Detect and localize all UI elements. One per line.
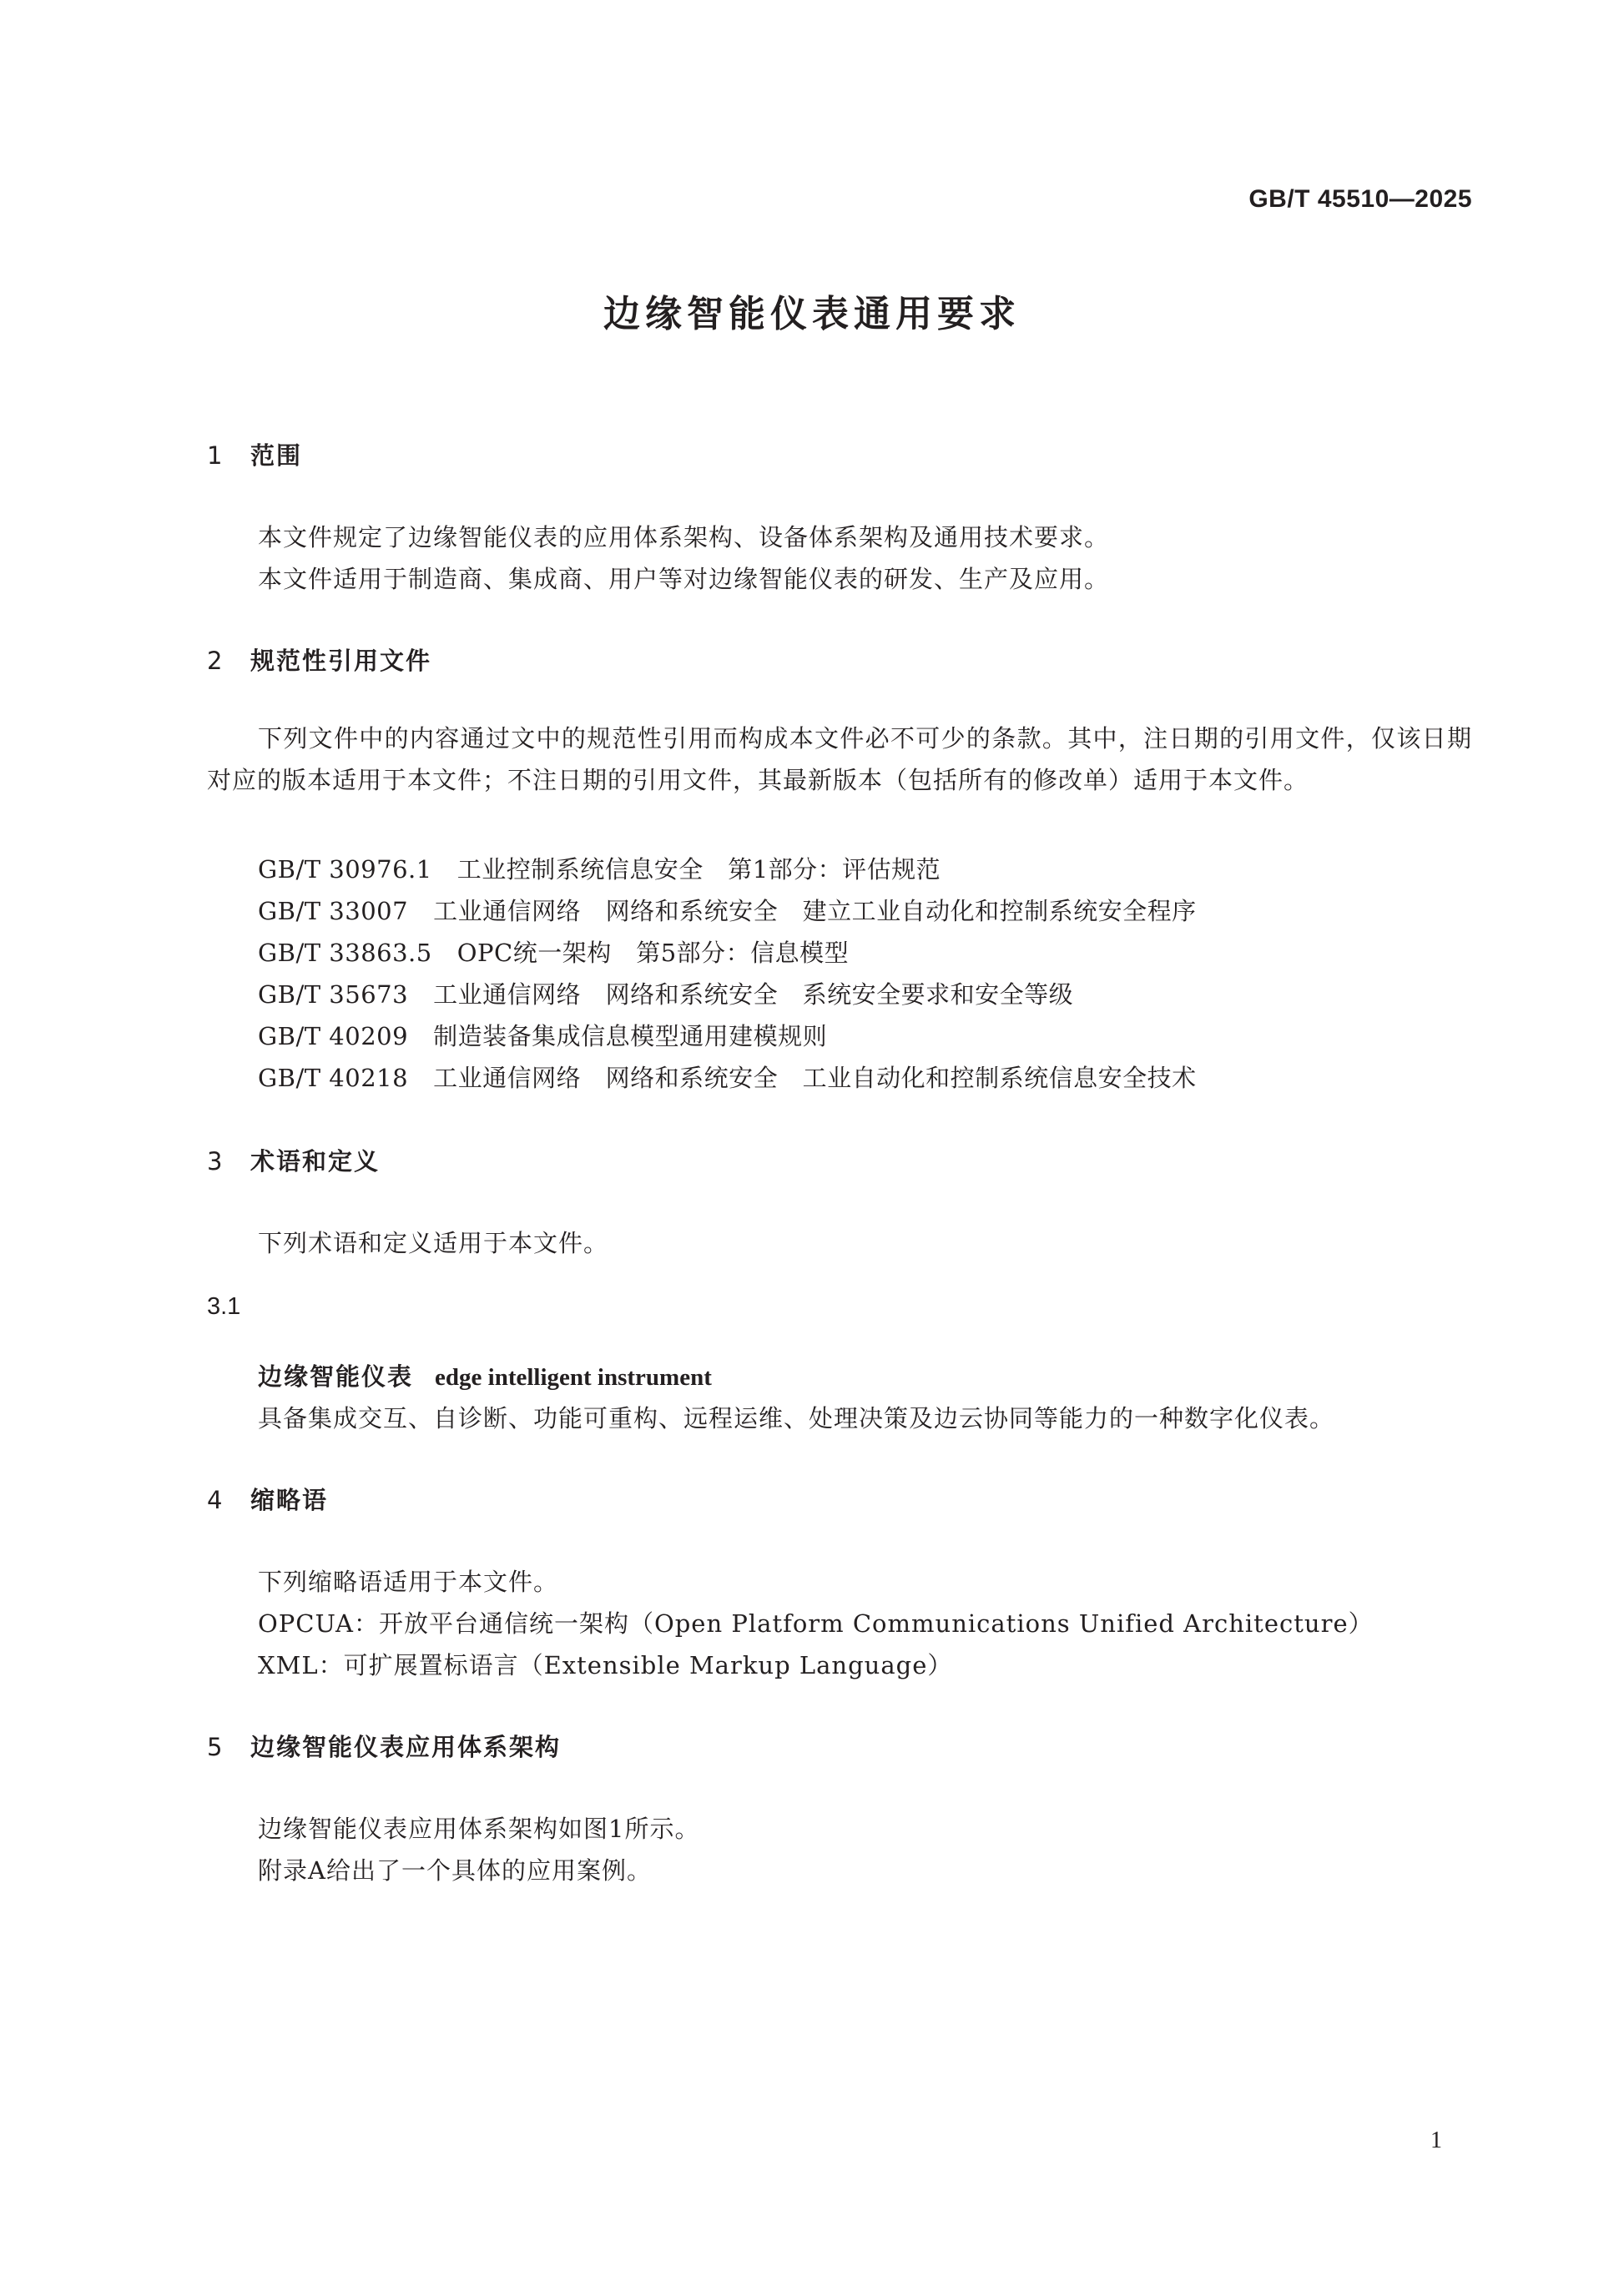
paragraph: 下列缩略语适用于本文件。 [258, 1568, 559, 1596]
reference-item [258, 851, 941, 885]
term-definition: 具备集成交互、自诊断、功能可重构、远程运维、处理决策及边云协同等能力的一种数字化仪表。 [258, 1404, 1335, 1432]
reference-code: GB/T 33863.5 [258, 939, 432, 967]
section-title: 规范性引用文件 [250, 647, 432, 675]
references-intro: 下列文件中的内容通过文中的规范性引用而构成本文件必不可少的条款。其中，注日期的引用文件，仅该日期对应的版本适用于本文件；不注日期的引用文件，其最新版本（包括所有的修改单）适用于本文件。 [207, 724, 1472, 794]
section-number: 2 [207, 647, 223, 675]
section-1-heading [207, 437, 302, 471]
section-3-heading [207, 1143, 380, 1177]
reference-code: GB/T 35673 [258, 980, 409, 1009]
paragraph: 附录A给出了一个具体的应用案例。 [258, 1856, 652, 1885]
document-title: 边缘智能仪表通用要求 [603, 293, 1021, 335]
section-5-heading [207, 1729, 561, 1763]
term-english: edge intelligent instrument [435, 1364, 712, 1391]
section-number: 1 [207, 441, 223, 470]
term-chinese: 边缘智能仪表 [258, 1362, 414, 1391]
reference-code: GB/T 40218 [258, 1064, 409, 1092]
section-2-heading [207, 642, 431, 677]
section-title: 范围 [250, 441, 303, 470]
page-number: 1 [1430, 2127, 1442, 2153]
reference-title: 工业通信网络 网络和系统安全 建立工业自动化和控制系统安全程序 [433, 897, 1197, 925]
reference-item [258, 1018, 827, 1052]
reference-code: GB/T 33007 [258, 897, 409, 925]
section-4-heading [207, 1482, 328, 1516]
reference-title: 工业通信网络 网络和系统安全 工业自动化和控制系统信息安全技术 [433, 1064, 1197, 1092]
abbreviation-item: XML：可扩展置标语言（Extensible Markup Language） [258, 1651, 953, 1679]
reference-title: 制造装备集成信息模型通用建模规则 [433, 1022, 828, 1050]
reference-item [258, 934, 849, 969]
paragraph: 本文件适用于制造商、集成商、用户等对边缘智能仪表的研发、生产及应用。 [258, 565, 1110, 593]
paragraph: 边缘智能仪表应用体系架构如图1所示。 [258, 1815, 700, 1843]
section-number: 4 [207, 1486, 223, 1514]
section-title: 边缘智能仪表应用体系架构 [250, 1733, 562, 1761]
section-number: 3 [207, 1147, 223, 1176]
paragraph: 本文件规定了边缘智能仪表的应用体系架构、设备体系架构及通用技术要求。 [258, 523, 1110, 551]
reference-title: OPC统一架构 第5部分：信息模型 [456, 939, 850, 967]
reference-item [258, 976, 1073, 1010]
abbreviation-item: OPCUA：开放平台通信统一架构（Open Platform Communications Unified Architecture） [258, 1609, 1374, 1638]
standard-code: GB/T 45510—2025 [1248, 185, 1472, 213]
reference-item [258, 1060, 1197, 1094]
reference-item [258, 893, 1197, 927]
section-number: 5 [207, 1733, 223, 1761]
section-title: 术语和定义 [250, 1147, 381, 1176]
reference-title: 工业控制系统信息安全 第1部分：评估规范 [456, 855, 941, 884]
paragraph: 下列术语和定义适用于本文件。 [258, 1229, 609, 1257]
reference-code: GB/T 40209 [258, 1022, 409, 1050]
term-entry [258, 1358, 712, 1392]
reference-title: 工业通信网络 网络和系统安全 系统安全要求和安全等级 [433, 980, 1074, 1009]
term-number: 3.1 [207, 1293, 241, 1320]
section-title: 缩略语 [250, 1486, 329, 1514]
reference-code: GB/T 30976.1 [258, 855, 432, 884]
